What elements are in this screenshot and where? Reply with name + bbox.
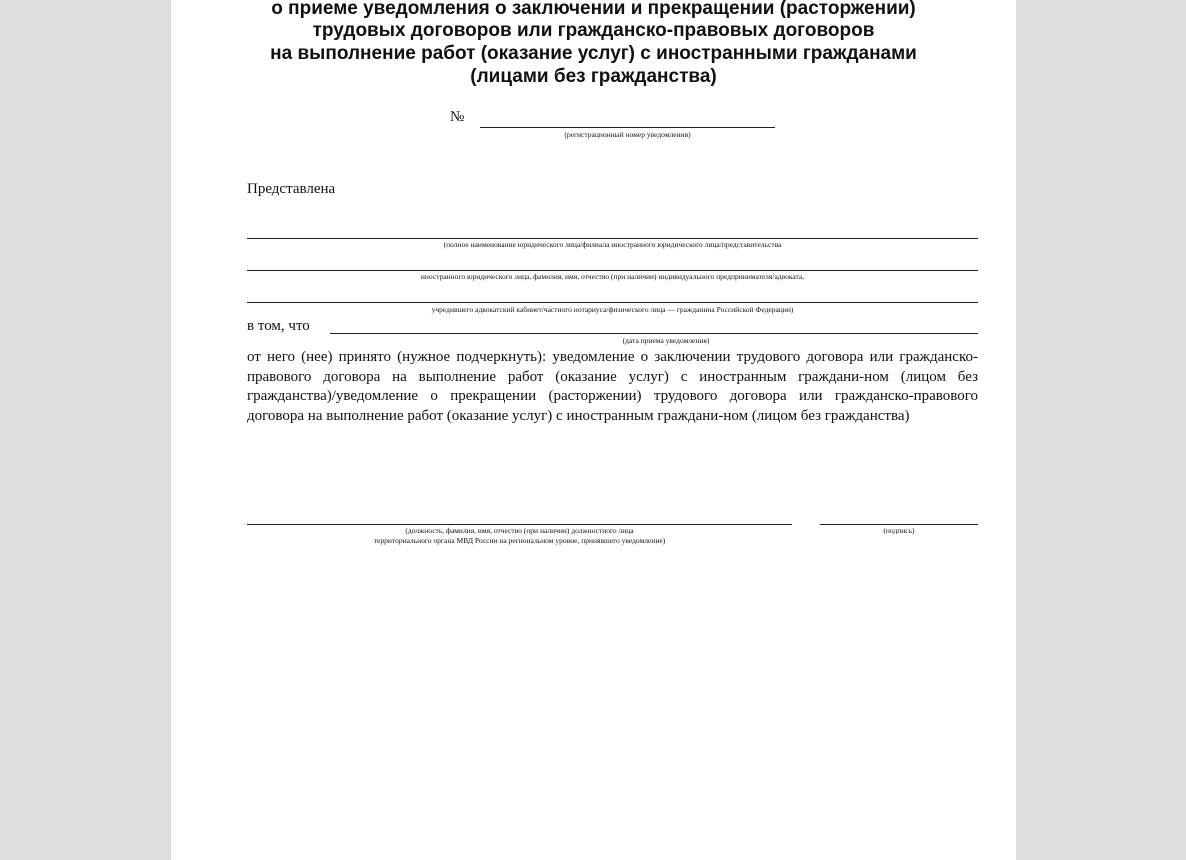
document-page — [171, 0, 1016, 860]
presented-caption-3: учредившего адвокатский кабинет/частного нотариуса/физического лица — гражданина Российской Федерации) — [431, 305, 794, 314]
body-paragraph: от него (нее) принято (нужное подчеркнуть): уведомление о заключении трудового договора или гражданско-правового договора на выполнение работ (оказание услуг) с иностранным граждани-ном (лицом без гражданства)/уведомление о прекращении (расторжении) трудового договора или гражданско-правового договора на выполнение работ (оказание услуг) с иностранным граждани-ном (лицом без гражданства) — [247, 349, 978, 424]
presented-caption-1: (полное наименование юридического лица/филиала иностранного юридического лица/представительства — [443, 240, 782, 249]
official-caption-line-1: (должность, фамилия, имя, отчество (при наличии) должностного лица — [405, 526, 634, 535]
in-that-label: в том, что — [247, 318, 310, 334]
presented-field-line-1 — [247, 238, 978, 239]
signature-field-line — [820, 524, 978, 525]
signature-caption: (подпись) — [883, 526, 915, 535]
official-field-line — [247, 524, 792, 525]
presented-field-line-3 — [247, 302, 978, 303]
title-line-2: трудовых договоров или гражданско-правовых договоров — [312, 20, 875, 41]
presented-caption-2: иностранного юридического лица, фамилия, имя, отчество (при наличии) индивидуального предпринимателя/адвоката, — [420, 272, 805, 281]
number-caption: (регистрационный номер уведомления) — [564, 130, 691, 139]
number-sign: № — [450, 109, 465, 125]
title-line-3: на выполнение работ (оказание услуг) с иностранными гражданами — [270, 43, 917, 64]
date-field-line — [330, 333, 978, 334]
title-line-1: о приеме уведомления о заключении и прекращении (расторжении) — [271, 0, 916, 19]
presented-label: Представлена — [247, 181, 336, 197]
official-caption-line-2: территориального органа МВД России на региональном уровне, принявшего уведомление) — [373, 536, 666, 545]
number-field-line — [480, 127, 775, 128]
date-caption: (дата приема уведомления) — [622, 336, 710, 345]
title-line-4: (лицами без гражданства) — [470, 66, 717, 87]
presented-field-line-2 — [247, 270, 978, 271]
